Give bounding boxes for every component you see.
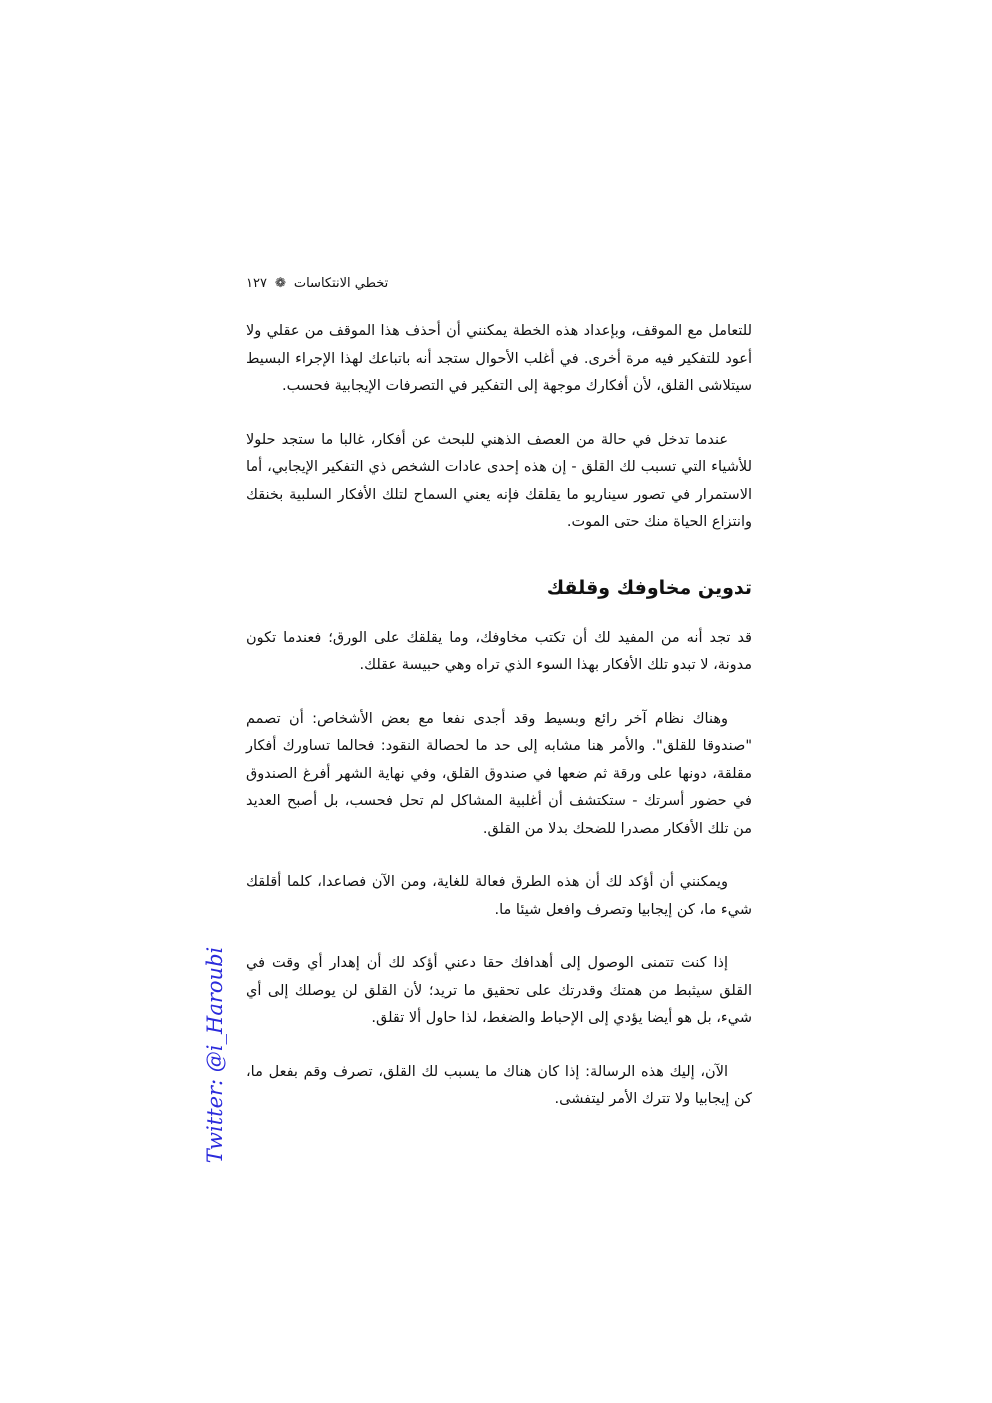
section-heading: تدوين مخاوفك وقلقك xyxy=(546,576,752,599)
running-header xyxy=(246,274,752,294)
paragraph: الآن، إليك هذه الرسالة: إذا كان هناك ما يسبب لك القلق، تصرف وقم بفعل ما، كن إيجابيا ولا تترك الأمر ليتفشى. xyxy=(246,1063,752,1107)
watermark-text: Twitter: @i_Haroubi xyxy=(203,946,227,1164)
paragraph: إذا كنت تتمنى الوصول إلى أهدافك حقا دعني أؤكد لك أن إهدار أي وقت في القلق سيثبط من همتك وقدرتك على تحقيق ما تريد؛ لأن القلق لن يوصلك إلى أي شيء، بل هو أيضا يؤدي إلى الإحباط والضغط، لذا حاول ألا تقلق. xyxy=(246,955,752,1026)
paragraph: للتعامل مع الموقف، وبإعداد هذه الخطة يمكنني أن أحذف هذا الموقف من عقلي ولا أعود للتفكير فيه مرة أخرى. في أغلب الأحوال ستجد أنه باتباعك لهذا الإجراء البسيط سيتلاشى القلق، لأن أفكارك موجهة إلى التفكير في التصرفات الإيجابية فحسب. xyxy=(246,323,752,394)
page-body xyxy=(246,318,752,1140)
paragraph: وهناك نظام آخر رائع وبسيط وقد أجدى نفعا مع بعض الأشخاص: أن تصمم "صندوقا للقلق". والأمر هنا مشابه إلى حد ما لحصالة النقود: فحالما تساورك أفكار مقلقة، دونها على ورقة ثم ضعها في صندوق القلق، وفي نهاية الشهر أفرغ الصندوق في حضور أسرتك - ستكتشف أن أغلبية المشاكل لم تحل فحسب، بل أصبح العديد من تلك الأفكار مصدرا للضحك بدلا من القلق. xyxy=(246,710,752,837)
page-number: ١٢٧ xyxy=(246,276,267,291)
ornament-icon: ❁ xyxy=(274,276,286,291)
watermark xyxy=(198,946,232,1164)
paragraph: قد تجد أنه من المفيد لك أن تكتب مخاوفك، وما يقلقك على الورق؛ فعندما تكون مدونة، لا تبدو تلك الأفكار بهذا السوء الذي تراه وهي حبيسة عقلك. xyxy=(246,629,752,673)
paragraph: عندما تدخل في حالة من العصف الذهني للبحث عن أفكار، غالبا ما ستجد حلولا للأشياء التي تسبب لك القلق - إن هذه إحدى عادات الشخص ذي التفكير الإيجابي، أما الاستمرار في تصور سيناريو ما يقلقك فإنه يعني السماح لتلك الأفكار السلبية بخنقك وانتزاع الحياة منك حتى الموت. xyxy=(246,431,752,530)
chapter-title: تخطي الانتكاسات xyxy=(293,276,389,291)
paragraph: ويمكنني أن أؤكد لك أن هذه الطرق فعالة للغاية، ومن الآن فصاعدا، كلما أقلقك شيء ما، كن إيجابيا وتصرف وافعل شيئا ما. xyxy=(246,874,752,918)
